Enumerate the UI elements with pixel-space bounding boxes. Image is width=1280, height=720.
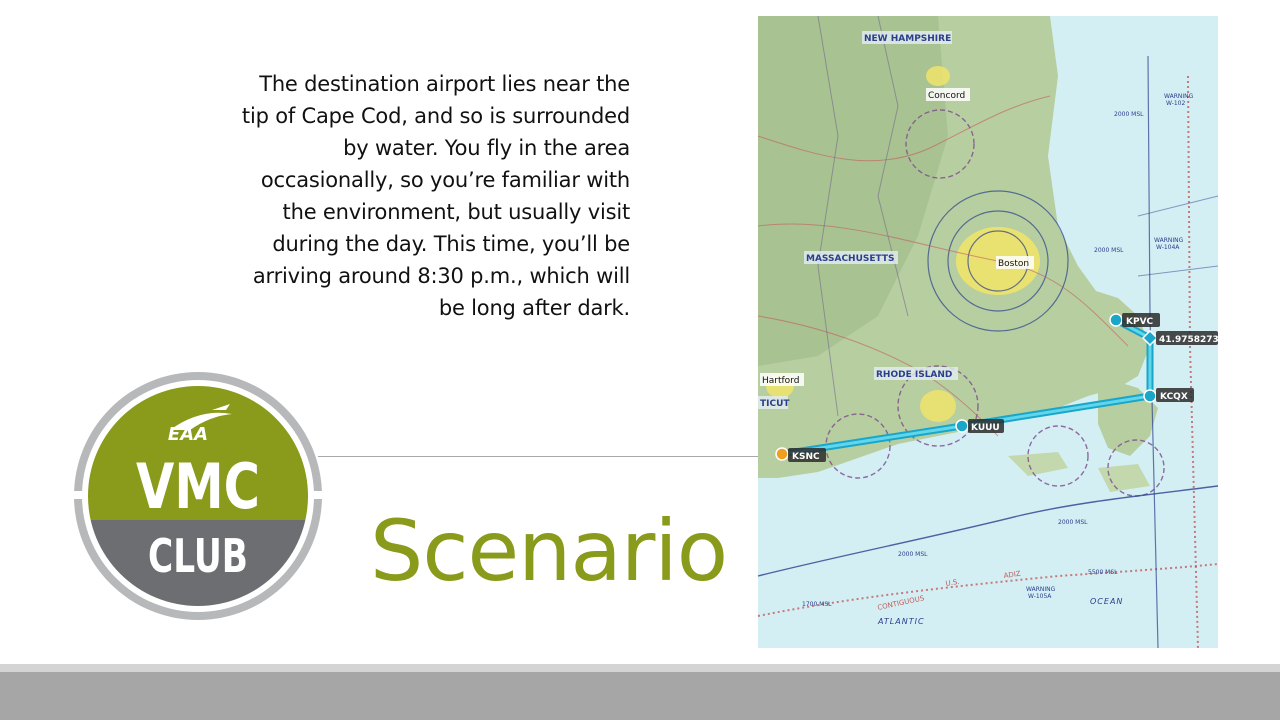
- route-label-coordinate: 41.9758273/-: [1159, 335, 1226, 345]
- region-label: NEW HAMPSHIRE: [864, 34, 952, 44]
- region-label: RHODE ISLAND: [876, 370, 953, 380]
- msl-label: 2000 MSL: [1058, 519, 1088, 526]
- warning-id: W-104A: [1156, 244, 1180, 251]
- msl-label: 5500 MSL: [1088, 569, 1118, 576]
- scenario-description: The destination airport lies near the tip of Cape Cod, and so is surrounded by water. You fly in the area occasionally, so you’re familiar with the environment, but usually visit during the day. This time, you’ll be arriving around 8:30 p.m., which will be long after dark.: [241, 72, 630, 320]
- msl-label: 1700 MSL: [802, 601, 832, 608]
- region-label: TICUT: [760, 399, 790, 409]
- vmc-club-logo: [72, 372, 324, 620]
- route-label-ksnc: KSNC: [792, 452, 820, 462]
- footer-band: [0, 664, 1280, 672]
- warning-id: W-102: [1166, 100, 1186, 107]
- sectional-chart-map: [758, 16, 1226, 648]
- route-label-kcqx: KCQX: [1160, 392, 1188, 402]
- warning-label: WARNING: [1154, 237, 1184, 244]
- us-label: U.S.: [944, 577, 961, 588]
- msl-label: 2000 MSL: [898, 551, 928, 558]
- route-label-kpvc: KPVC: [1126, 317, 1154, 327]
- city-label: Boston: [998, 259, 1030, 269]
- warning-id: W-105A: [1028, 593, 1052, 600]
- msl-label: 2000 MSL: [1114, 111, 1144, 118]
- city-label: Hartford: [762, 376, 800, 386]
- adiz-label: ADIZ: [1003, 569, 1022, 580]
- footer-bar: [0, 672, 1280, 720]
- logo-eaa-text: EAA: [167, 424, 209, 445]
- warning-label: WARNING: [1026, 586, 1056, 593]
- route-label-kuuu: KUUU: [971, 423, 1000, 433]
- region-label: MASSACHUSETTS: [806, 254, 895, 264]
- destination-marker-icon: [1110, 314, 1122, 326]
- ocean-label: OCEAN: [1090, 597, 1124, 606]
- city-label: Concord: [928, 91, 966, 101]
- contiguous-label: CONTIGUOUS: [876, 594, 925, 612]
- logo-club-text: CLUB: [148, 529, 248, 583]
- atlantic-label: ATLANTIC: [878, 617, 925, 626]
- warning-label: WARNING: [1164, 93, 1194, 100]
- waypoint-marker-icon: [1144, 390, 1156, 402]
- msl-label: 2000 MSL: [1094, 247, 1124, 254]
- slide-title: Scenario: [370, 502, 728, 600]
- logo-vmc-text: VMC: [136, 450, 260, 523]
- divider-line: [318, 456, 758, 457]
- waypoint-marker-icon: [956, 420, 968, 432]
- origin-marker-icon: [776, 448, 788, 460]
